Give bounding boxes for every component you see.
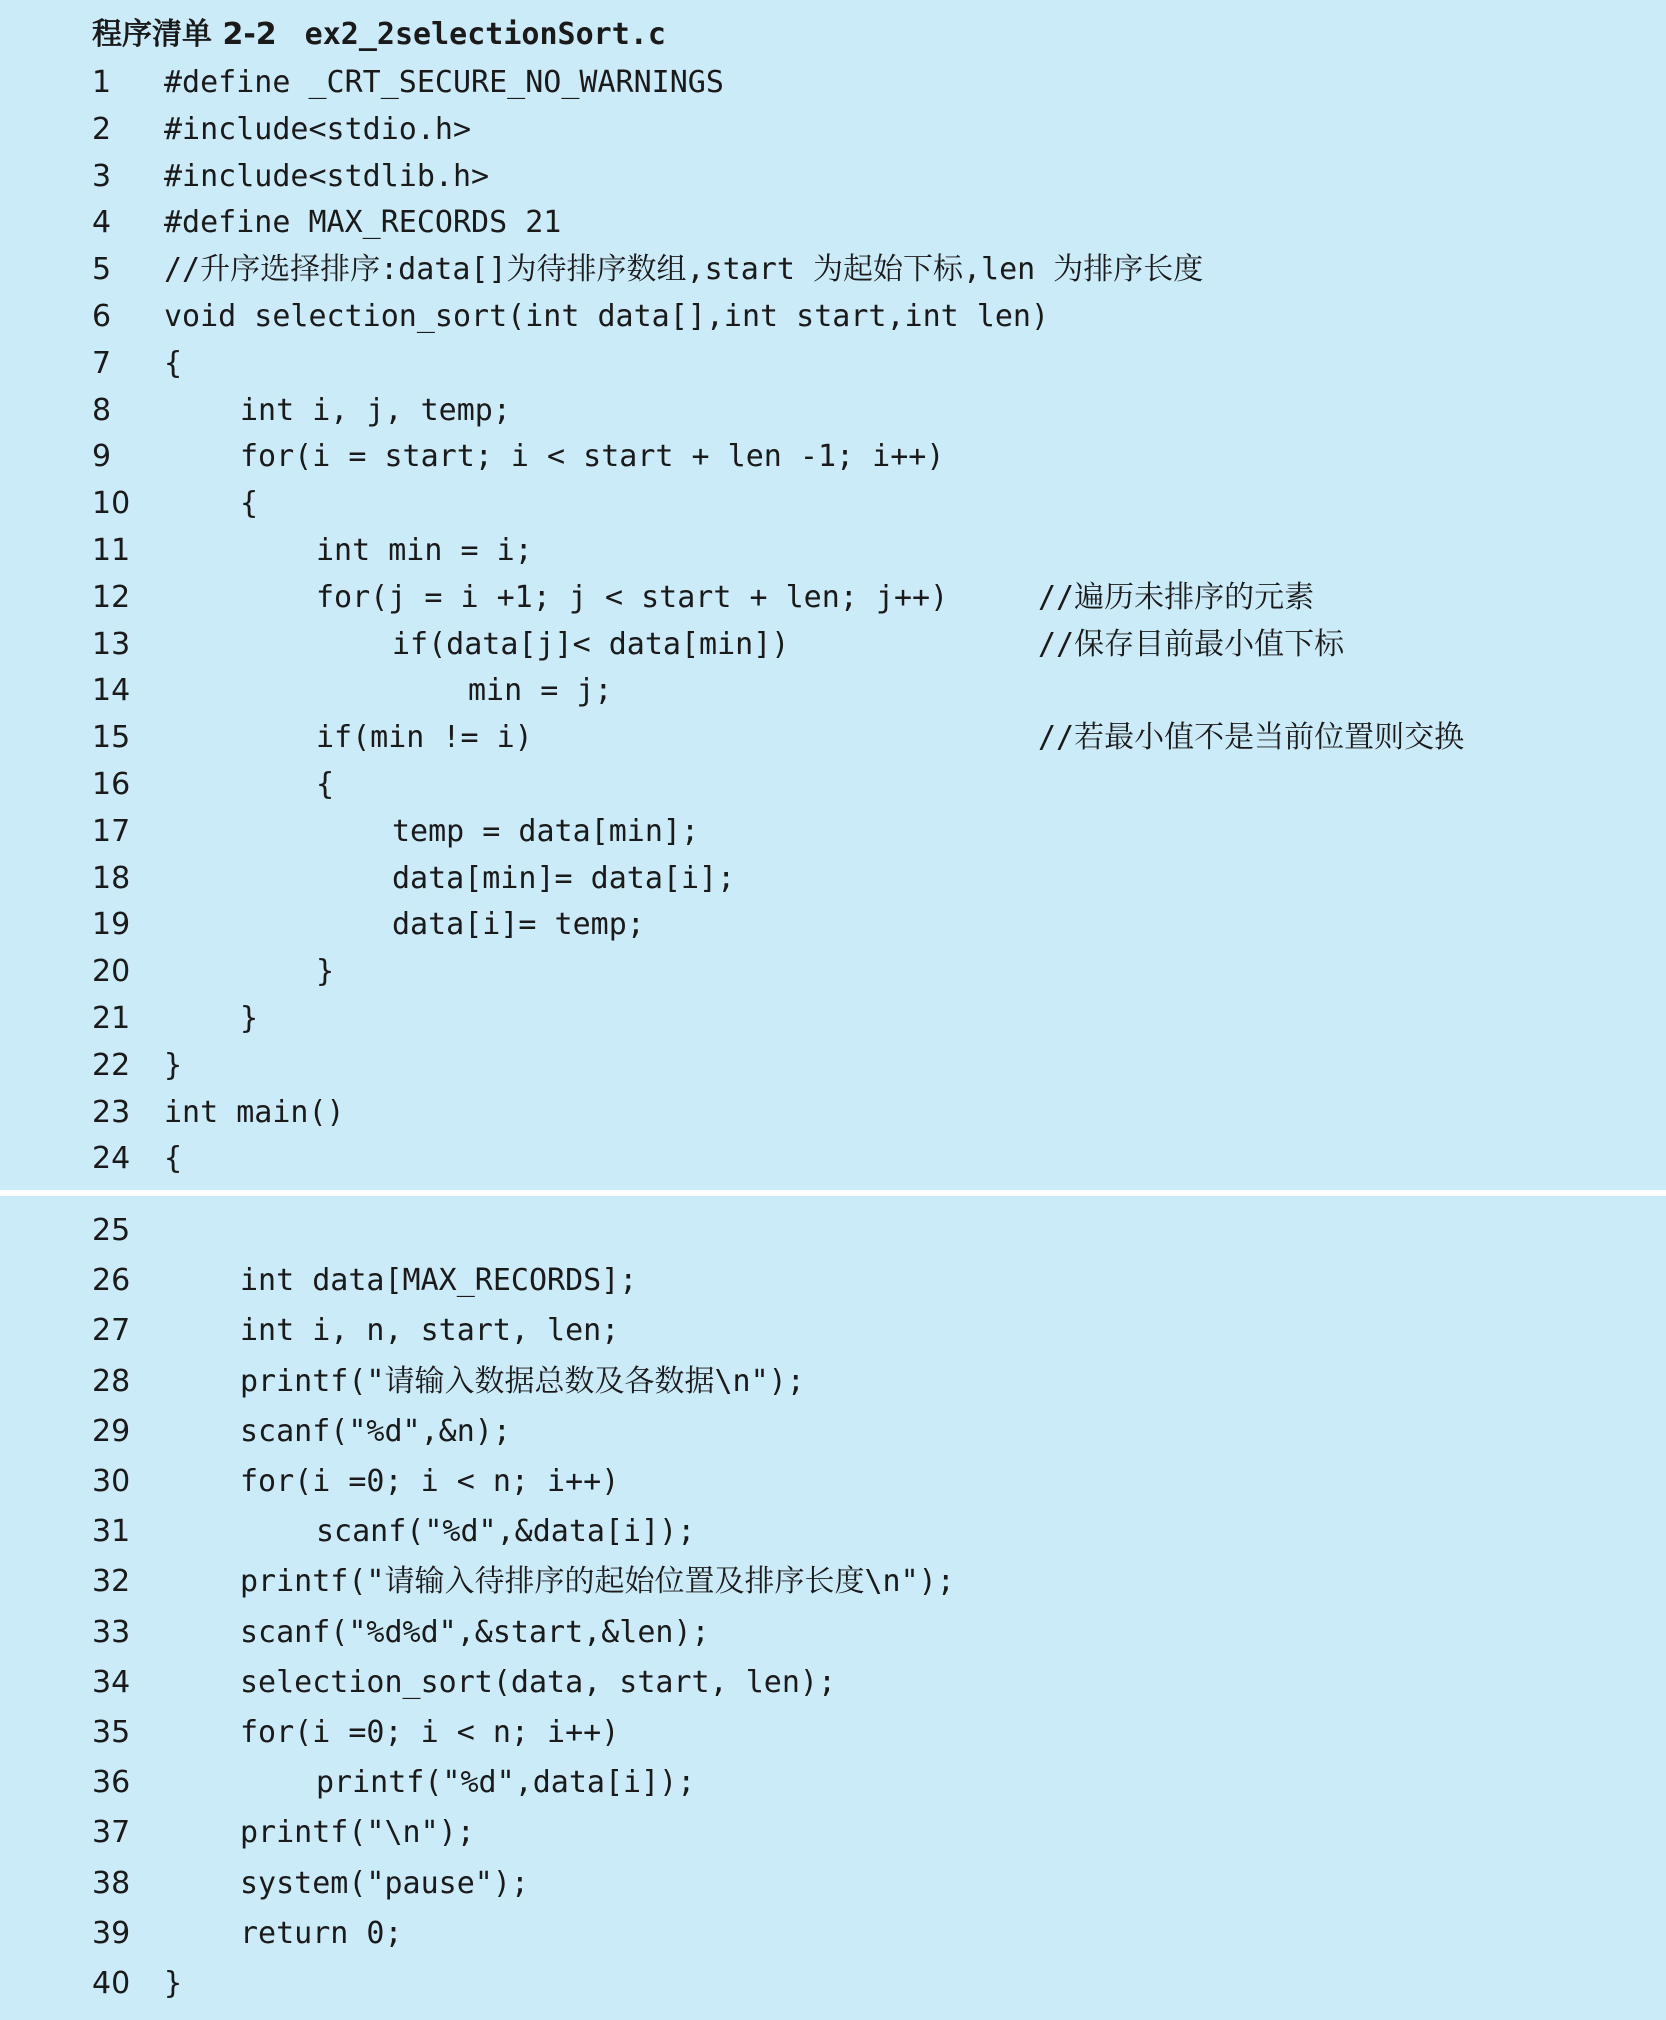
code-text: { <box>316 767 335 802</box>
line-number: 6 <box>92 299 112 334</box>
code-text: int main() <box>164 1094 345 1130</box>
line-number: 2 <box>92 111 112 147</box>
code-text: for(i = start; i < start + len -1; i++) <box>240 439 945 475</box>
code-text: temp = data[min]; <box>392 813 700 849</box>
code-text: } <box>164 1966 183 2001</box>
code-text: int min = i; <box>316 533 533 568</box>
code-text: { <box>164 345 183 381</box>
line-number: 1 <box>92 65 112 100</box>
code-text: system("pause"); <box>240 1865 529 1901</box>
code-text: int i, j, temp; <box>240 392 511 428</box>
code-text: } <box>164 1047 183 1083</box>
line-number: 18 <box>92 860 131 896</box>
code-text: scanf("%d",&n); <box>240 1413 511 1449</box>
line-number: 3 <box>92 158 112 194</box>
line-number: 22 <box>92 1047 131 1083</box>
line-number: 16 <box>92 767 131 802</box>
line-number: 19 <box>92 907 131 943</box>
code-text: #include<stdio.h> <box>164 111 472 147</box>
code-comment: //若最小值不是当前位置则交换 <box>1038 720 1465 756</box>
code-text: int data[MAX_RECORDS]; <box>240 1263 638 1299</box>
line-number: 8 <box>92 392 112 428</box>
line-number: 13 <box>92 626 131 662</box>
line-number: 20 <box>92 954 131 990</box>
line-number: 31 <box>92 1514 131 1550</box>
line-number: 23 <box>92 1094 131 1130</box>
line-number: 33 <box>92 1614 131 1650</box>
line-number: 29 <box>92 1413 131 1449</box>
line-number: 24 <box>92 1141 131 1177</box>
line-number: 5 <box>92 252 112 288</box>
listing-filename: ex2_2selectionSort.c <box>304 17 666 52</box>
code-comment: //保存目前最小值下标 <box>1038 626 1345 662</box>
code-text: { <box>164 1141 183 1177</box>
code-text: min = j; <box>468 673 613 709</box>
line-number: 25 <box>92 1213 131 1248</box>
code-text: } <box>316 954 335 990</box>
line-number: 10 <box>92 486 131 522</box>
code-text: data[min]= data[i]; <box>392 860 736 896</box>
code-text: #define MAX_RECORDS 21 <box>164 205 562 241</box>
code-text: printf("%d",data[i]); <box>316 1765 696 1801</box>
code-text: //升序选择排序:data[]为待排序数组,start 为起始下标,len 为排序长度 <box>164 252 1204 288</box>
line-number: 32 <box>92 1564 131 1600</box>
listing-label: 程序清单 2-2 <box>92 17 277 52</box>
line-number: 15 <box>92 720 131 756</box>
code-text: for(i =0; i < n; i++) <box>240 1464 620 1499</box>
line-number: 4 <box>92 205 112 241</box>
line-number: 14 <box>92 673 131 709</box>
line-number: 28 <box>92 1363 131 1399</box>
line-number: 37 <box>92 1815 131 1851</box>
code-text: for(i =0; i < n; i++) <box>240 1715 620 1750</box>
line-number: 9 <box>92 439 112 475</box>
code-text: #define _CRT_SECURE_NO_WARNINGS <box>164 65 724 100</box>
code-comment: //遍历未排序的元素 <box>1038 579 1315 615</box>
code-text: #include<stdlib.h> <box>164 158 490 194</box>
code-text: printf("请输入待排序的起始位置及排序长度\n"); <box>240 1564 955 1600</box>
line-number: 27 <box>92 1313 131 1349</box>
code-text: printf("请输入数据总数及各数据\n"); <box>240 1363 805 1399</box>
line-number: 39 <box>92 1915 131 1951</box>
code-text: int i, n, start, len; <box>240 1313 620 1349</box>
line-number: 34 <box>92 1664 131 1700</box>
code-text: scanf("%d%d",&start,&len); <box>240 1614 710 1650</box>
line-number: 30 <box>92 1464 131 1499</box>
line-number: 35 <box>92 1715 131 1750</box>
line-number: 38 <box>92 1865 131 1901</box>
line-number: 26 <box>92 1263 131 1299</box>
line-number: 11 <box>92 533 131 568</box>
code-text: selection_sort(data, start, len); <box>240 1664 837 1700</box>
code-text: scanf("%d",&data[i]); <box>316 1514 696 1550</box>
line-number: 36 <box>92 1765 131 1801</box>
code-text: void selection_sort(int data[],int start,int len) <box>164 299 1050 334</box>
code-text: { <box>240 486 259 522</box>
code-text: data[i]= temp; <box>392 907 645 943</box>
code-text: } <box>240 1001 259 1036</box>
code-text: if(data[j]< data[min]) <box>392 626 790 662</box>
code-text: for(j = i +1; j < start + len; j++) <box>316 579 949 615</box>
code-text: printf("\n"); <box>240 1815 475 1851</box>
line-number: 40 <box>92 1966 131 2001</box>
listing-title <box>92 12 666 58</box>
code-text: return 0; <box>240 1915 403 1951</box>
line-number: 21 <box>92 1001 131 1036</box>
line-number: 12 <box>92 579 131 615</box>
line-number: 17 <box>92 813 131 849</box>
line-number: 7 <box>92 345 112 381</box>
code-text: if(min != i) <box>316 720 533 756</box>
